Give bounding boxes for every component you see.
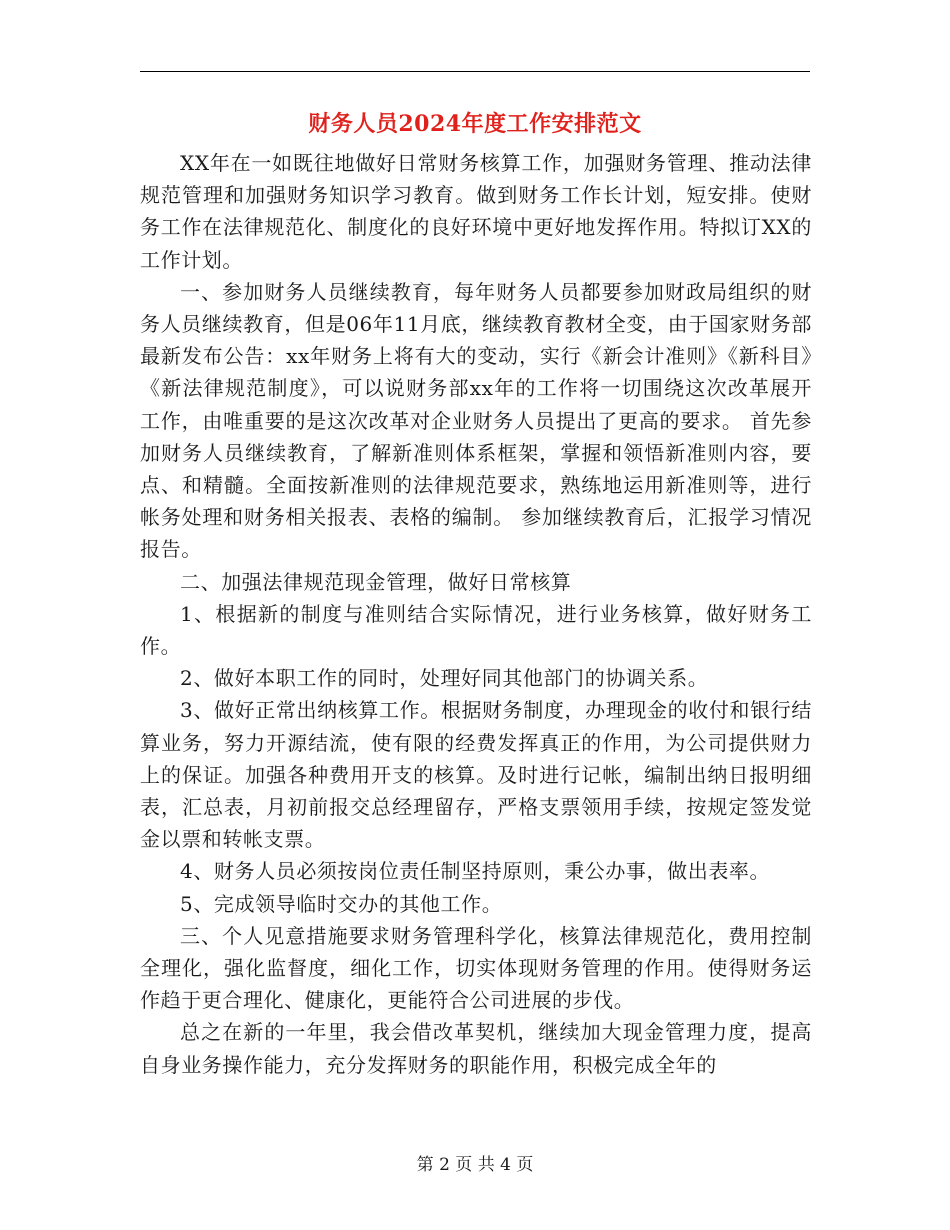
paragraph-item-2: 2、做好本职工作的同时，处理好同其他部门的协调关系。 [180,666,709,691]
paragraph-item-4: 4、财务人员必须按岗位责任制坚持原则，秉公办事，做出表率。 [180,859,771,884]
page-footer [0,1153,950,1177]
paragraph-item-5: 5、完成领导临时交办的其他工作。 [180,891,503,916]
paragraph-item-3: 3、做好正常出纳核算工作。根据财务制度，办理现金的收付和银行结算业务，努力开源结流，使有限的经费发挥真正的作用，为公司提供财力上的保证。加强各种费用开支的核算。及时进行记帐，编制出纳日报明细表，汇总表，月初前报交总经理留存，严格支票领用手续，按规定签发觉金以票和转帐支票。 [140,698,812,852]
document-body [140,147,812,1081]
paragraph-section-2-heading: 二、加强法律规范现金管理，做好日常核算 [180,569,572,594]
header-rule [140,71,810,72]
page-number-label: 第 2 页 共 4 页 [416,1155,534,1175]
paragraph-item-1: 1、根据新的制度与准则结合实际情况，进行业务核算，做好财务工作。 [140,601,812,659]
paragraph-conclusion: 总之在新的一年里，我会借改革契机，继续加大现金管理力度，提高自身业务操作能力，充分发挥财务的职能作用，积极完成全年的 [140,1020,812,1077]
paragraph-intro: XX年在一如既往地做好日常财务核算工作，加强财务管理、推动法律规范管理和加强财务知识学习教育。做到财务工作长计划，短安排。使财务工作在法律规范化、制度化的良好环境中更好地发挥作用。特拟订XX的工作计划。 [140,151,812,272]
document-title: 财务人员2024年度工作安排范文 [308,111,642,137]
paragraph-section-3: 三、个人见意措施要求财务管理科学化，核算法律规范化，费用控制全理化，强化监督度，细化工作，切实体现财务管理的作用。使得财务运作趋于更合理化、健康化，更能符合公司进展的步伐。 [140,923,812,1013]
paragraph-section-1: 一、参加财务人员继续教育，每年财务人员都要参加财政局组织的财务人员继续教育，但是06年11月底，继续教育教材全变，由于国家财务部最新发布公告：xx年财务上将有大的变动，实行《新会计准则》《新科目》《新法律规范制度》，可以说财务部xx年的工作将一切围绕这次改革展开工作，由唯重要的是这次改革对企业财务人员提出了更高的要求。 首先参加财务人员继续教育，了解新准则体系框架，掌握和领悟新准则内容，要点、和精髓。全面按新准则的法律规范要求，熟练地运用新准则等，进行帐务处理和财务相关报表、表格的编制。 参加继续教育后，汇报学习情况报告。 [140,279,812,562]
